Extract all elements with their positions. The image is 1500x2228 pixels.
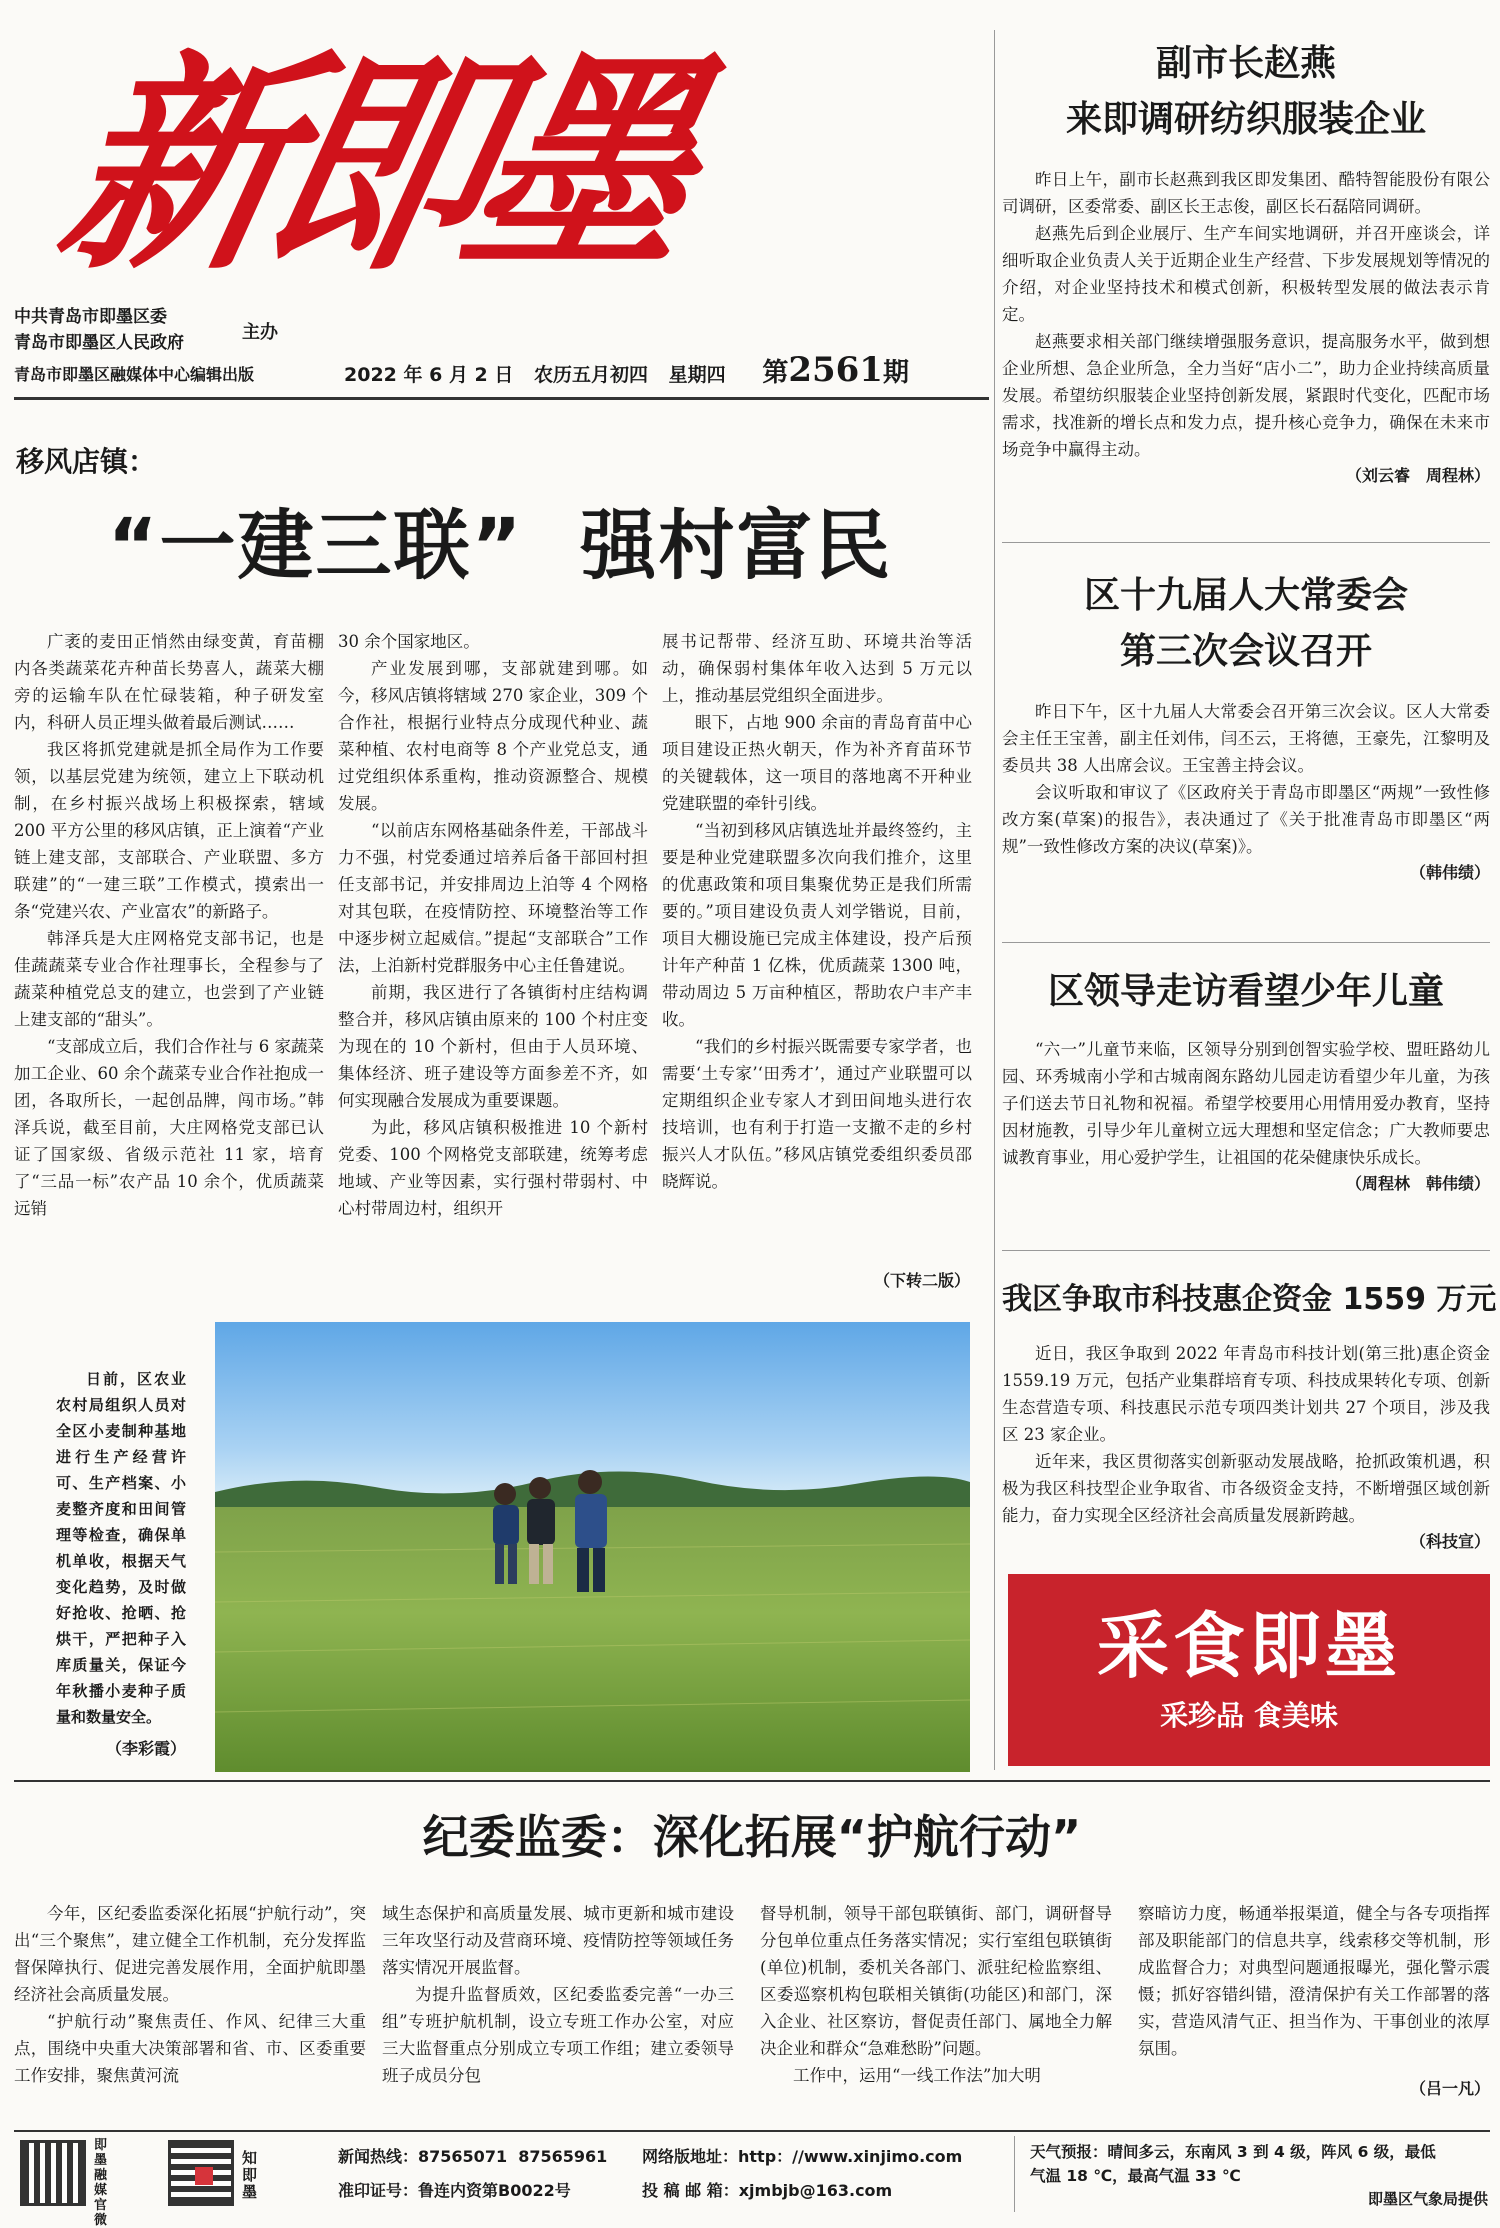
lead-column-2: [338, 628, 648, 1308]
side-1-para: 昨日上午，副市长赵燕到我区即发集团、酷特智能股份有限公司调研，区委常委、副区长王志俊，副区长石磊陪同调研。: [1002, 170, 1490, 216]
bottom-para: 察暗访力度，畅通举报渠道，健全与各专项指挥部及职能部门的信息共享，线索移交等机制，形成监督合力；对典型问题通报曝光，强化警示震慑；抓好容错纠错，澄清保护有关工作部署的落实，营造风清气正、担当作为、干事创业的浓厚氛围。: [1138, 1904, 1490, 2058]
sponsor-line-2: 青岛市即墨区人民政府: [14, 333, 184, 353]
side-1-para: 赵燕先后到企业展厅、生产车间实地调研，并召开座谈会，详细听取企业负责人关于近期企业生产经营、下步发展规划等情况的介绍，对企业坚持技术和模式创新，积极转型发展的做法表示肯定。: [1002, 224, 1490, 324]
side-rule-1: [1002, 542, 1490, 543]
side-2-para: 昨日下午，区十九届人大常委会召开第三次会议。区人大常委会主任王宝善，副主任刘伟，闫丕云，王将德，王豪先，江黎明及委员共 38 人出席会议。王宝善主持会议。: [1002, 702, 1490, 775]
weather-line-2: 气温 18 ℃，最高气温 33 ℃: [1030, 2167, 1241, 2185]
qr-code-icon[interactable]: [168, 2140, 234, 2206]
lead-para: 眼下，占地 900 余亩的青岛育苗中心项目建设正热火朝天，作为补齐育苗环节的关键载体，这一项目的落地离不开种业党建联盟的牵针引线。: [662, 713, 972, 813]
issue-prefix: 第: [762, 358, 789, 388]
footer-divider: [1014, 2136, 1015, 2212]
email-address[interactable]: xjmbjb@163.com: [738, 2181, 893, 2200]
lead-para: 前期，我区进行了各镇街村庄结构调整合并，移风店镇由原来的 100 个村庄变为现在的 10 个新村，但由于人员环境、集体经济、班子建设等方面参差不齐，如何实现融合发展成为重要课题。: [338, 983, 648, 1110]
lead-column-3: [662, 628, 972, 1282]
email-label: 投 稿 邮 箱：: [642, 2181, 739, 2200]
lead-para: 产业发展到哪，支部就建到哪。如今，移风店镇将辖域 270 家企业，309 个合作社，根据行业特点分成现代种业、蔬菜种植、农村电商等 8 个产业党总支，通过党组织体系重构，推动资源整合、规模发展。: [338, 659, 648, 813]
bottom-column-1: [14, 1900, 366, 2134]
hotline-numbers: 87565071 87565961: [418, 2147, 608, 2166]
bottom-headline: 纪委监委：深化拓展“护航行动”: [422, 1810, 1082, 1864]
lead-para: “当初到移风店镇选址并最终签约，主要是种业党建联盟多次向我们推介，这里的优惠政策和项目集聚优势正是我们所需要的。”项目建设负责人刘学锴说，目前，项目大棚设施已完成主体建设，投产后预计年产种苗 1 亿株，优质蔬菜 1300 吨，带动周边 5 万亩种植区，帮助农户丰产丰收。: [662, 821, 972, 1029]
column-divider: [994, 30, 995, 1770]
masthead-logo: [41, 20, 706, 310]
lead-column-1: [14, 628, 324, 1308]
ad-slogan: 采珍品 食美味: [1160, 1699, 1338, 1732]
bottom-column-4: [1138, 1900, 1490, 2134]
side-article-1: [1002, 36, 1490, 526]
lead-para: “支部成立后，我们合作社与 6 家蔬菜加工企业、60 余个蔬菜专业合作社抱成一团，各取所长，一起创品牌，闯市场。”韩泽兵说，截至目前，大庄网格党支部已认证了国家级、省级示范社 11 家，培育了“三品一标”农产品 10 余个，优质蔬菜远销: [14, 1037, 324, 1218]
side-4-para: 近日，我区争取到 2022 年青岛市科技计划(第三批)惠企资金 1559.19 万元，包括产业集群培育专项、科技成果转化专项、创新生态营造专项、科技惠民示范专项四类计划共 27 个项目，涉及我区 23 家企业。: [1002, 1344, 1490, 1444]
lead-para: “以前店东网格基础条件差，干部战斗力不强，村党委通过培养后备干部回村担任支部书记，并安排周边上泊等 4 个网格对其包联，在疫情防控、环境整治等工作中逐步树立起威信。”提起“支部联合”工作法，上泊新村党群服务中心主任鲁建说。: [338, 821, 648, 975]
bottom-column-3: [760, 1900, 1112, 2134]
bottom-column-2: [382, 1900, 734, 2134]
lead-para: 广袤的麦田正悄然由绿变黄，育苗棚内各类蔬菜花卉种苗长势喜人，蔬菜大棚旁的运输车队在忙碌装箱，种子研发室内，科研人员正埋头做着最后测试……: [14, 632, 324, 732]
side-2-para: 会议听取和审议了《区政府关于青岛市即墨区“两规”一致性修改方案(草案)的报告》，表决通过了《关于批准青岛市即墨区“两规”一致性修改方案的决议(草案)》。: [1002, 783, 1490, 856]
bottom-para: “护航行动”聚焦责任、作风、纪律三大重点，围绕中央重大决策部署和省、市、区委重要工作安排，聚焦黄河流: [14, 2012, 366, 2085]
side-2-title-line-2: 第三次会议召开: [1119, 631, 1372, 672]
wheat-field-photo: [215, 1322, 970, 1772]
lead-para: 韩泽兵是大庄网格党支部书记，也是佳蔬蔬菜专业合作社理事长，全程参与了蔬菜种植党总支的建立，也尝到了产业链上建支部的“甜头”。: [14, 929, 324, 1029]
issue-number: 2561: [788, 350, 883, 390]
side-article-3: [1002, 964, 1490, 1254]
bottom-para: 督导机制，领导干部包联镇街、部门，调研督导分包单位重点任务落实情况；实行室组包联镇街(单位)机制，委机关各部门、派驻纪检监察组、区委巡察机构包联相关镇街(功能区)和部门，深入企业、社区察访，督促责任部门、属地全力解决企业和群众“急难愁盼”问题。: [760, 1904, 1112, 2058]
side-1-title-line-1: 副市长赵燕: [1155, 43, 1336, 84]
weather-credit: 即墨区气象局提供: [1367, 2190, 1488, 2208]
web-label: 网络版地址：: [642, 2147, 739, 2166]
web-address[interactable]: http：//www.xinjimo.com: [738, 2147, 963, 2166]
license-label: 准印证号：: [338, 2181, 419, 2200]
footer-rule: [14, 2130, 1490, 2132]
weather-label: 天气预报：: [1030, 2143, 1108, 2161]
sponsor-line-1: 中共青岛市即墨区委: [14, 307, 167, 327]
lead-turn: （下转二版）: [873, 1271, 970, 1290]
side-2-title-line-1: 区十九届人大常委会: [1083, 575, 1408, 616]
lead-para: “我们的乡村振兴既需要专家学者，也需要‘土专家’‘田秀才’，通过产业联盟可以定期组织企业专家人才到田间地头进行农技培训，也有利于打造一支撤不走的乡村振兴人才队伍。”移风店镇党委组织委员邵晓辉说。: [662, 1037, 972, 1191]
side-1-para: 赵燕要求相关部门继续增强服务意识，提高服务水平，做到想企业所想、急企业所急，全力当好“店小二”，助力企业持续高质量发展。希望纺织服装企业坚持创新发展，紧跟时代变化，匹配市场需求，找准新的增长点和发力点，提升核心竞争力，确保在未来市场竞争中赢得主动。: [1002, 332, 1490, 459]
lead-headline: “一建三联” 强村富民: [107, 501, 893, 590]
ad-banner[interactable]: [1008, 1574, 1490, 1766]
photo-caption: [56, 1366, 186, 1758]
license-number: 鲁连内资第B0022号: [418, 2181, 571, 2200]
bottom-para: 今年，区纪委监委深化拓展“护航行动”，突出“三个聚焦”，建立健全工作机制，充分发挥监督保障执行、促进完善发展作用，全面护航即墨经济社会高质量发展。: [14, 1904, 366, 2004]
lead-para: 展书记帮带、经济互助、环境共治等活动，确保弱村集体年收入达到 5 万元以上，推动基层党组织全面进步。: [662, 632, 972, 705]
side-3-credit: （周程林 韩伟绩）: [1345, 1174, 1490, 1193]
side-1-credit: （刘云睿 周程林）: [1345, 466, 1490, 485]
bottom-rule-top: [14, 1780, 1490, 1782]
side-rule-3: [1002, 1250, 1490, 1251]
bottom-para: 域生态保护和高质量发展、城市更新和城市建设三年攻坚行动及营商环境、疫情防控等领域任务落实情况开展监督。: [382, 1904, 734, 1977]
side-article-4: [1002, 1272, 1497, 1572]
side-3-para: “六一”儿童节来临，区领导分别到创智实验学校、盟旺路幼儿园、环秀城南小学和古城南阁东路幼儿园走访看望少年儿童，为孩子们送去节日礼物和祝福。希望学校要用心用情用爱办教育，坚持因材施教，引导少年儿童树立远大理想和坚定信念；广大教师要忠诚教育事业，用心爱护学生，让祖国的花朵健康快乐成长。: [1002, 1040, 1490, 1167]
bottom-credit: （吕一凡）: [1409, 2079, 1490, 2098]
ad-title: 采食即墨: [1096, 1604, 1401, 1688]
logo-text: 新即墨: [41, 28, 706, 301]
side-2-credit: （韩伟绩）: [1409, 863, 1490, 882]
sponsor-tag: 主办: [242, 322, 278, 343]
lead-para: 为此，移风店镇积极推进 10 个新村党委、100 个网格党支部联建，统筹考虑地域、产业等因素，实行强村带弱村、中心村带周边村，组织开: [338, 1118, 648, 1218]
weather-line-1: 晴间多云，东南风 3 到 4 级，阵风 6 级，最低: [1107, 2143, 1436, 2161]
issue-suffix: 期: [882, 358, 909, 388]
side-article-2: [1002, 568, 1490, 928]
qr-2-label: 知即墨: [242, 2149, 258, 2201]
side-4-para: 近年来，我区贯彻落实创新驱动发展战略，抢抓政策机遇，积极为我区科技型企业争取省、市各级资金支持，不断增强区域创新能力，奋力实现全区经济社会高质量发展新跨越。: [1002, 1452, 1490, 1525]
bottom-para: 为提升监督质效，区纪委监委完善“一办三组”专班护航机制，设立专班工作办公室，对应三大监督重点分别成立专项工作组；建立委领导班子成员分包: [382, 1985, 734, 2085]
qr-code-icon[interactable]: [20, 2140, 86, 2206]
side-4-title-line-1: 我区争取市科技惠企资金 1559 万元: [1002, 1282, 1497, 1317]
lead-kicker: 移风店镇：: [16, 445, 157, 478]
lead-para: 我区将抓党建就是抓全局作为工作要领，以基层党建为统领，建立上下联动机制，在乡村振兴战场上积极探索，辖域 200 平方公里的移风店镇，正上演着“产业链上建支部，支部联合、产业联盟、多方联建”的“一建三联”工作模式，摸索出一条“党建兴农、产业富农”的新路子。: [14, 740, 324, 921]
footer: [14, 2136, 1490, 2228]
qr-1-label: 即墨融媒官微: [94, 2138, 108, 2228]
lead-para: 30 余个国家地区。: [338, 632, 480, 651]
side-rule-2: [1002, 942, 1490, 943]
weekday: 星期四: [668, 364, 726, 386]
dateline: [344, 350, 984, 390]
side-3-title-line-1: 区领导走访看望少年儿童: [1047, 971, 1444, 1012]
masthead-rule: [14, 397, 989, 400]
lunar-date: 农历五月初四: [534, 364, 649, 386]
photo-caption-text: 日前，区农业农村局组织人员对全区小麦制种基地进行生产经营许可、生产档案、小麦整齐度和田间管理等检查，确保单机单收，根据天气变化趋势，及时做好抢收、抢晒、抢烘干，严把种子入库质量关，保证今年秋播小麦种子质量和数量安全。: [56, 1370, 186, 1726]
bottom-para: 工作中，运用“一线工作法”加大明: [793, 2066, 1041, 2085]
side-4-credit: （科技宣）: [1409, 1532, 1490, 1551]
issue-date: 2022 年 6 月 2 日: [344, 364, 514, 386]
hotline-label: 新闻热线：: [338, 2147, 419, 2166]
publisher: 青岛市即墨区融媒体中心编辑出版: [14, 365, 255, 384]
side-1-title-line-2: 来即调研纺织服装企业: [1065, 99, 1426, 140]
photo-credit: （李彩霞）: [105, 1739, 186, 1758]
